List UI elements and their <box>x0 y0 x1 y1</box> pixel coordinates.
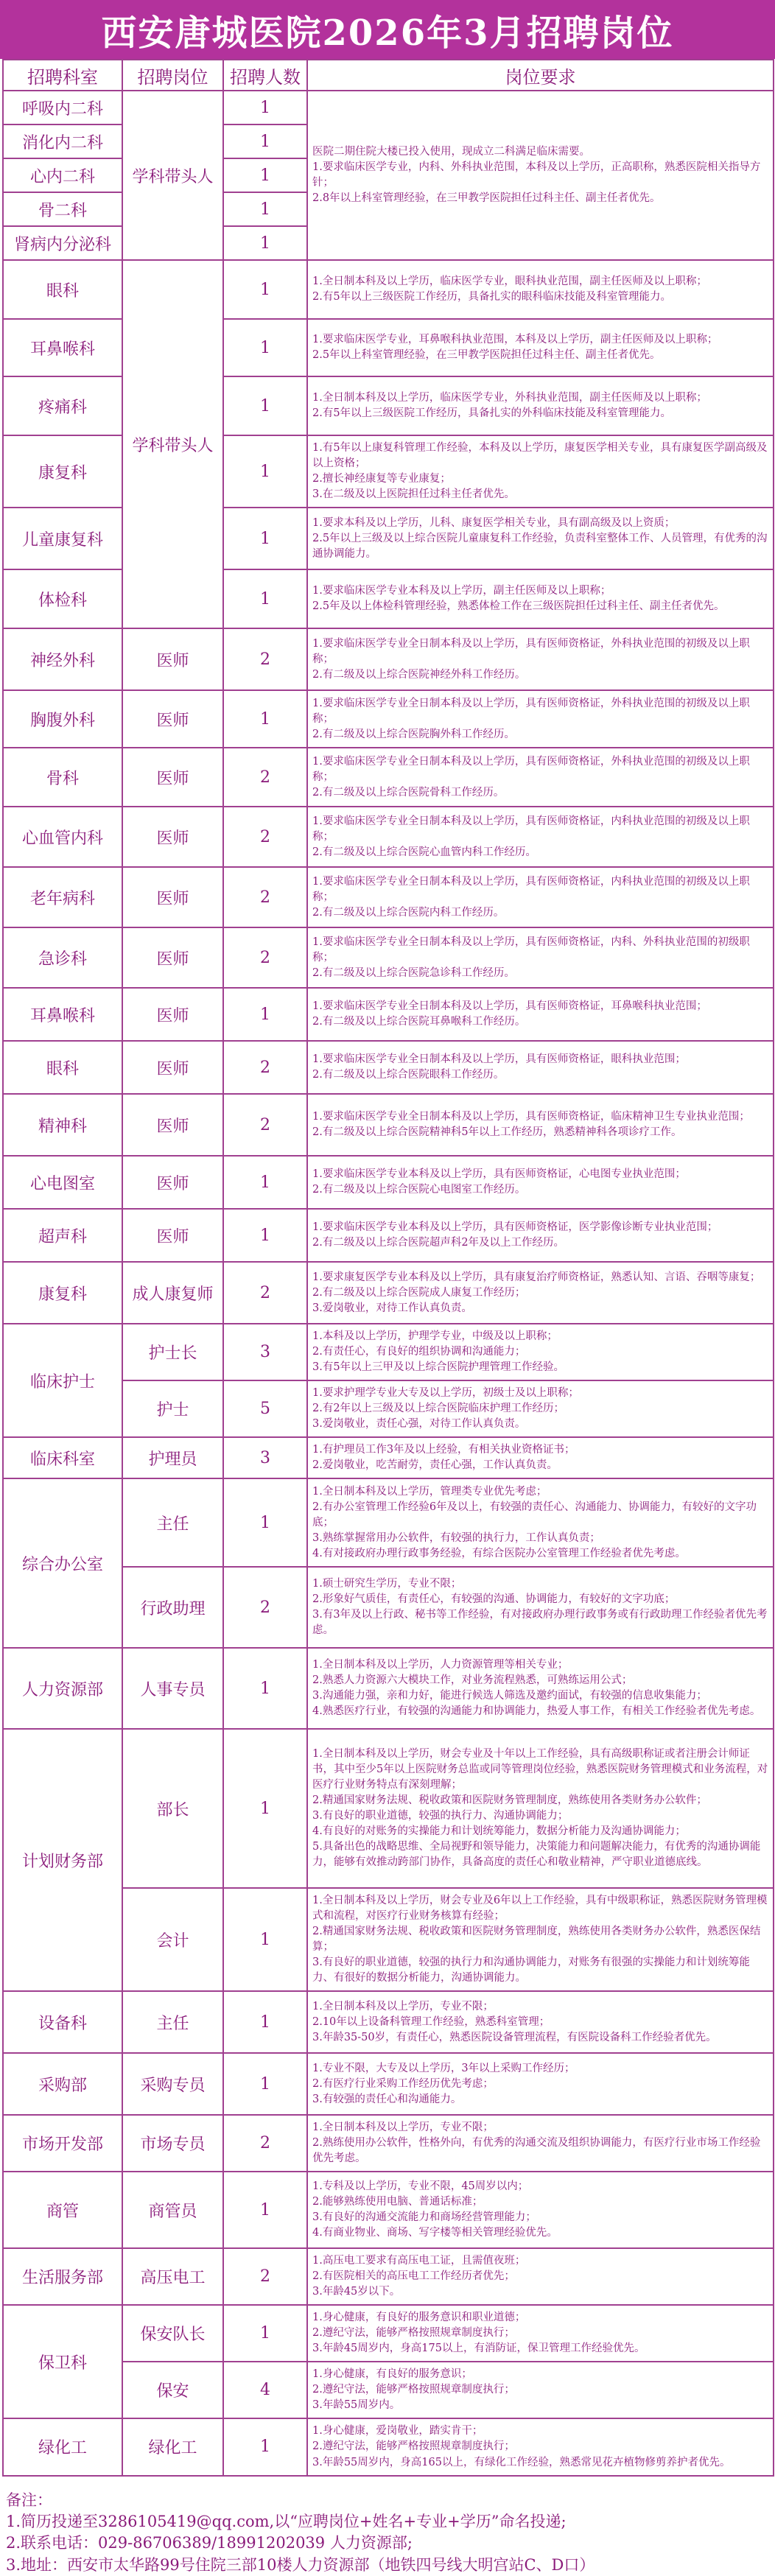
position-cell: 医师 <box>122 628 223 690</box>
table-row <box>3 1478 774 1567</box>
requirements-cell <box>307 1991 774 2053</box>
count-cell: 2 <box>223 867 307 927</box>
position-cell: 医师 <box>122 867 223 927</box>
table-row <box>3 2418 774 2475</box>
requirement-line: 2.有二级及以上综合医院内科工作经历。 <box>312 906 505 919</box>
position-cell: 护理员 <box>122 1437 223 1478</box>
requirements-cell <box>307 2305 774 2362</box>
note-item: 3.地址：西安市太华路99号住院三部10楼人力资源部（地铁四号线大明宫站C、D口） <box>6 2555 595 2574</box>
requirement-line: 1.全日制本科及以上学历，人力资源管理等相关专业； <box>312 1659 569 1671</box>
position-cell: 医师 <box>122 988 223 1041</box>
count-cell: 1 <box>223 2418 307 2475</box>
requirements-cell <box>307 508 774 569</box>
position-cell: 医师 <box>122 807 223 867</box>
table-row <box>3 690 774 748</box>
requirement-line: 2.遵纪守法，能够严格按照规章制度执行； <box>312 2327 515 2340</box>
requirement-line: 3.熟练掌握常用办公软件，有较强的执行力，工作认真负责； <box>312 1531 600 1544</box>
requirement-line: 1.全日制本科及以上学历，临床医学专业，眼科执业范围，副主任医师及以上职称； <box>312 275 707 287</box>
dept-cell: 肾病内分泌科 <box>3 226 122 260</box>
position-cell: 医师 <box>122 1094 223 1156</box>
requirement-line: 2.擅长神经康复等专业康复； <box>312 473 451 485</box>
requirement-line: 1.要求临床医学专业全日制本科及以上学历，具有医师资格证，耳鼻喉科执业范围； <box>312 1000 707 1013</box>
requirements-cell <box>307 1648 774 1729</box>
position-cell: 医师 <box>122 1156 223 1209</box>
table-row <box>3 2172 774 2248</box>
position-cell: 护士 <box>122 1380 223 1437</box>
requirements-cell <box>307 2418 774 2475</box>
header-count: 招聘人数 <box>223 60 307 91</box>
requirement-line: 3.年龄35-50岁，有责任心，熟悉医院设备管理流程，有医院设备科工作经验者优先。 <box>312 2031 717 2043</box>
count-cell: 1 <box>223 124 307 158</box>
requirement-line: 3.年龄55周岁内，身高165以上，有绿化工作经验，熟悉常见花卉植物修剪养护者优先。 <box>312 2456 731 2468</box>
requirement-line: 2.8年以上科室管理经验，在三甲教学医院担任过科主任、副主任者优先。 <box>312 192 661 205</box>
jobs-table <box>2 59 774 2477</box>
requirement-line: 1.高压电工要求有高压电工证，且需值夜班； <box>312 2255 526 2267</box>
count-cell: 2 <box>223 927 307 988</box>
position-cell: 行政助理 <box>122 1567 223 1648</box>
requirement-line: 1.有5年以上康复科管理工作经验，本科及以上学历，康复医学相关专业，具有康复医学副高级及以上资格； <box>312 442 768 470</box>
requirement-line: 2.有二级及以上综合医院成人康复工作经历； <box>312 1286 526 1299</box>
position-cell: 医师 <box>122 748 223 807</box>
table-row <box>3 1262 774 1324</box>
requirements-cell <box>307 1324 774 1380</box>
count-cell: 1 <box>223 1209 307 1262</box>
position-cell: 绿化工 <box>122 2418 223 2475</box>
requirements-cell <box>307 1729 774 1888</box>
requirement-line: 1.专科及以上学历，专业不限，45周岁以内； <box>312 2180 529 2193</box>
dept-cell: 康复科 <box>3 1262 122 1324</box>
requirement-line: 4.熟悉医疗行业，有较强的沟通能力和协调能力，热爱人事工作，有相关工作经验者优先考虑。 <box>312 1705 761 1718</box>
count-cell: 1 <box>223 226 307 260</box>
requirements-cell <box>307 1380 774 1437</box>
requirements-cell <box>307 2248 774 2305</box>
count-cell: 1 <box>223 2172 307 2248</box>
header-position: 招聘岗位 <box>122 60 223 91</box>
table-row <box>3 1156 774 1209</box>
requirements-cell <box>307 1156 774 1209</box>
table-row <box>3 1094 774 1156</box>
table-row <box>3 2305 774 2362</box>
position-cell: 部长 <box>122 1729 223 1888</box>
table-header-row <box>3 60 774 91</box>
requirement-line: 2.有二级及以上综合医院神经外科工作经历。 <box>312 668 526 681</box>
table-row <box>3 2053 774 2115</box>
requirement-line: 3.在二级及以上医院担任过科主任者优先。 <box>312 488 515 501</box>
requirement-line: 5.具备出色的战略思维、全局视野和领导能力，决策能力和问题解决能力，有优秀的沟通协调能力，能够有效推动跨部门协作，具备高度的责任心和敬业精神，严守职业道德底线。 <box>312 1841 761 1869</box>
requirement-line: 2.有二级及以上综合医院心血管内科工作经历。 <box>312 846 536 858</box>
table-row <box>3 260 774 319</box>
requirement-line: 4.有良好的对账务的实操能力和计划统筹能力，数据分析能力及沟通协调能力； <box>312 1825 686 1838</box>
count-cell: 1 <box>223 158 307 192</box>
table-row <box>3 628 774 690</box>
requirement-line: 1.要求临床医学专业全日制本科及以上学历，具有医师资格证，内科执业范围的初级及以上职称； <box>312 875 750 903</box>
table-row <box>3 2248 774 2305</box>
count-cell: 4 <box>223 2362 307 2418</box>
requirement-line: 1.全日制本科及以上学历，专业不限； <box>312 2121 494 2134</box>
count-cell: 2 <box>223 1041 307 1094</box>
count-cell: 1 <box>223 2053 307 2115</box>
requirement-line: 1.身心健康，有良好的服务意识和职业道德； <box>312 2312 526 2324</box>
requirement-line: 1.全日制本科及以上学历，专业不限； <box>312 2000 494 2012</box>
requirement-line: 2.有二级及以上综合医院急诊科工作经历。 <box>312 966 515 979</box>
requirement-line: 4.有商业物业、商场、写字楼等相关管理经验优先。 <box>312 2227 558 2239</box>
requirement-line: 1.专业不限，大专及以上学历，3年以上采购工作经历； <box>312 2062 575 2074</box>
requirement-line: 1.要求临床医学专业全日制本科及以上学历，具有医师资格证，临床精神卫生专业执业范围； <box>312 1111 750 1123</box>
requirement-line: 2.有二级及以上综合医院心电图室工作经历。 <box>312 1184 526 1196</box>
dept-cell: 临床科室 <box>3 1437 122 1478</box>
count-cell: 2 <box>223 2248 307 2305</box>
position-cell: 保安 <box>122 2362 223 2418</box>
dept-cell: 生活服务部 <box>3 2248 122 2305</box>
requirement-line: 2.有5年以上三级医院工作经历，具备扎实的眼科临床技能及科室管理能力。 <box>312 291 672 303</box>
requirements-cell <box>307 1567 774 1648</box>
requirements-cell <box>307 1888 774 1991</box>
requirement-line: 2.5年以上科室管理经验，在三甲教学医院担任过科主任、副主任者优先。 <box>312 349 661 361</box>
dept-cell: 神经外科 <box>3 628 122 690</box>
dept-cell: 设备科 <box>3 1991 122 2053</box>
dept-cell: 市场开发部 <box>3 2115 122 2172</box>
dept-cell: 绿化工 <box>3 2418 122 2475</box>
position-cell: 高压电工 <box>122 2248 223 2305</box>
requirement-line: 2.有2年以上三级及以上综合医院临床护理工作经历； <box>312 1403 565 1415</box>
table-row <box>3 1648 774 1729</box>
position-cell: 人事专员 <box>122 1648 223 1729</box>
count-cell: 1 <box>223 260 307 319</box>
dept-cell: 保卫科 <box>3 2305 122 2418</box>
requirement-line: 3.沟通能力强，亲和力好，能进行候选人筛选及邀约面试，有较强的信息收集能力； <box>312 1690 707 1702</box>
requirement-line: 3.年龄45周岁内，身高175以上，有消防证，保卫管理工作经验优先。 <box>312 2342 645 2355</box>
count-cell: 1 <box>223 569 307 628</box>
requirements-cell <box>307 1209 774 1262</box>
requirement-line: 1.要求临床医学专业本科及以上学历，具有医师资格证，医学影像诊断专业执业范围； <box>312 1221 718 1234</box>
position-cell: 医师 <box>122 1041 223 1094</box>
requirements-cell <box>307 807 774 867</box>
count-cell: 1 <box>223 1729 307 1888</box>
table-row <box>3 435 774 508</box>
requirements-cell <box>307 1094 774 1156</box>
requirements-cell <box>307 319 774 376</box>
count-cell: 1 <box>223 690 307 748</box>
requirement-line: 3.有5年以上三甲及以上综合医院护理管理工作经验。 <box>312 1361 565 1374</box>
count-cell: 2 <box>223 807 307 867</box>
notes <box>6 2490 775 2576</box>
table-row <box>3 927 774 988</box>
requirement-line: 4.有对接政府办理行政事务经验，有综合医院办公室管理工作经验者优先考虑。 <box>312 1547 686 1559</box>
requirement-line: 3.有良好的职业道德，较强的执行力和沟通协调能力，对账务有很强的实操能力和计划统筹能力、有很好的数据分析能力，沟通协调能力。 <box>312 1956 750 1984</box>
count-cell: 1 <box>223 1156 307 1209</box>
dept-cell: 人力资源部 <box>3 1648 122 1729</box>
requirements-cell <box>307 376 774 435</box>
page-title: 西安唐城医院2026年3月招聘岗位 <box>0 0 775 59</box>
requirement-line: 2.有办公室管理工作经验6年及以上，有较强的责任心、沟通能力、协调能力，有较好的文字功底； <box>312 1501 757 1529</box>
requirements-cell <box>307 748 774 807</box>
requirements-cell <box>307 2172 774 2248</box>
requirement-line: 医院二期住院大楼已投入使用，现成立二科满足临床需要。 <box>312 145 590 158</box>
dept-cell: 心血管内科 <box>3 807 122 867</box>
position-cell: 会计 <box>122 1888 223 1991</box>
dept-cell: 超声科 <box>3 1209 122 1262</box>
count-cell: 1 <box>223 91 307 124</box>
jobs-table-body <box>3 91 774 2476</box>
dept-cell: 耳鼻喉科 <box>3 319 122 376</box>
requirements-cell <box>307 1478 774 1567</box>
dept-cell: 精神科 <box>3 1094 122 1156</box>
requirement-line: 2.精通国家财务法规、税收政策和医院财务管理制度，熟练使用各类财务办公软件； <box>312 1794 707 1807</box>
requirements-cell <box>307 867 774 927</box>
dept-cell: 采购部 <box>3 2053 122 2115</box>
requirement-line: 1.本科及以上学历，护理学专业，中级及以上职称； <box>312 1330 558 1343</box>
requirement-line: 3.爱岗敬业，对待工作认真负责。 <box>312 1302 472 1314</box>
requirement-line: 2.有二级及以上综合医院耳鼻喉科工作经历。 <box>312 1016 526 1028</box>
note-item: 2.联系电话：029-86706389/18991202039 人力资源部; <box>6 2534 413 2552</box>
requirement-line: 2.有医疗行业采购工作经历优先考虑； <box>312 2077 494 2090</box>
requirement-line: 1.要求临床医学专业本科及以上学历，副主任医师及以上职称； <box>312 585 611 597</box>
table-row <box>3 988 774 1041</box>
requirement-line: 2.形象好气质佳，有责任心，有较强的沟通、协调能力，有较好的文字功底； <box>312 1593 676 1606</box>
dept-cell: 疼痛科 <box>3 376 122 435</box>
position-cell: 成人康复师 <box>122 1262 223 1324</box>
table-row <box>3 508 774 569</box>
count-cell: 1 <box>223 1648 307 1729</box>
requirement-line: 1.要求临床医学专业全日制本科及以上学历，具有医师资格证，眼科执业范围； <box>312 1053 686 1066</box>
table-row <box>3 1209 774 1262</box>
position-cell: 护士长 <box>122 1324 223 1380</box>
requirement-line: 2.有二级及以上综合医院骨科工作经历。 <box>312 786 505 799</box>
count-cell: 1 <box>223 1991 307 2053</box>
dept-cell: 心电图室 <box>3 1156 122 1209</box>
requirements-cell <box>307 1041 774 1094</box>
table-row <box>3 91 774 124</box>
requirement-line: 2.熟悉人力资源六大模块工作，对业务流程熟悉，可熟练运用公式； <box>312 1674 633 1687</box>
requirement-line: 2.有责任心，有良好的组织协调和沟通能力； <box>312 1346 526 1358</box>
requirements-cell <box>307 988 774 1041</box>
requirements-cell <box>307 2115 774 2172</box>
notes-label: 备注： <box>6 2491 52 2509</box>
requirements-cell <box>307 2362 774 2418</box>
position-cell: 市场专员 <box>122 2115 223 2172</box>
requirements-cell <box>307 1437 774 1478</box>
header-requirements: 岗位要求 <box>307 60 774 91</box>
dept-cell: 眼科 <box>3 1041 122 1094</box>
position-cell: 主任 <box>122 1478 223 1567</box>
position-cell: 采购专员 <box>122 2053 223 2115</box>
dept-cell: 急诊科 <box>3 927 122 988</box>
position-cell: 学科带头人 <box>122 260 223 628</box>
dept-cell: 胸腹外科 <box>3 690 122 748</box>
requirements-cell <box>307 927 774 988</box>
requirement-line: 1.有护理员工作3年及以上经验，有相关执业资格证书； <box>312 1444 575 1456</box>
count-cell: 1 <box>223 319 307 376</box>
requirements-cell <box>307 91 774 260</box>
requirement-line: 1.要求康复医学专业本科及以上学历，具有康复治疗师资格证，熟悉认知、言语、吞咽等康复； <box>312 1271 761 1283</box>
count-cell: 1 <box>223 376 307 435</box>
requirement-line: 1.要求临床医学专业全日制本科及以上学历，具有医师资格证，外科执业范围的初级及以上职称； <box>312 755 750 783</box>
count-cell: 2 <box>223 748 307 807</box>
dept-cell: 眼科 <box>3 260 122 319</box>
dept-cell: 临床护士 <box>3 1324 122 1437</box>
position-cell: 学科带头人 <box>122 91 223 260</box>
requirement-line: 1.硕士研究生学历，专业不限； <box>312 1578 462 1590</box>
position-cell: 医师 <box>122 690 223 748</box>
requirement-line: 3.有3年及以上行政、秘书等工作经验，有对接政府办理行政事务或有行政助理工作经验者优先考虑。 <box>312 1609 768 1637</box>
table-row <box>3 1324 774 1380</box>
requirement-line: 2.有二级及以上综合医院眼科工作经历。 <box>312 1069 505 1081</box>
requirement-line: 1.全日制本科及以上学历，临床医学专业，外科执业范围，副主任医师及以上职称； <box>312 391 707 404</box>
requirement-line: 1.要求护理学专业大专及以上学历，初级士及以上职称； <box>312 1387 579 1400</box>
requirement-line: 1.身心健康，爱岗敬业，踏实肯干； <box>312 2425 483 2438</box>
requirement-line: 2.有5年以上三级医院工作经历，具备扎实的外科临床技能及科室管理能力。 <box>312 407 672 419</box>
requirement-line: 3.年龄45岁以下。 <box>312 2286 401 2298</box>
requirement-line: 3.爱岗敬业，责任心强，对待工作认真负责。 <box>312 1418 526 1431</box>
table-row <box>3 1991 774 2053</box>
requirement-line: 1.要求本科及以上学历，儿科、康复医学相关专业，具有副高级及以上资质； <box>312 516 676 529</box>
requirement-line: 1.要求临床医学专业本科及以上学历，具有医师资格证，心电图专业执业范围； <box>312 1168 686 1181</box>
note-item: 1.简历投递至3286105419@qq.com,以“应聘岗位+姓名+专业+学历”命名投递; <box>6 2512 567 2530</box>
table-row <box>3 569 774 628</box>
requirement-line: 2.精通国家财务法规、税收政策和医院财务管理制度，熟练使用各类财务办公软件，熟悉医保结算； <box>312 1926 761 1954</box>
requirement-line: 2.熟练使用办公软件，性格外向，有优秀的沟通交流及组织协调能力，有医疗行业市场工作经验优先考虑。 <box>312 2137 761 2165</box>
dept-cell: 呼吸内二科 <box>3 91 122 124</box>
count-cell: 2 <box>223 1567 307 1648</box>
dept-cell: 体检科 <box>3 569 122 628</box>
requirement-line: 3.有良好的沟通交流能力和商场经营管理能力； <box>312 2211 536 2224</box>
requirement-line: 2.能够熟练使用电脑、普通话标准； <box>312 2196 483 2208</box>
requirement-line: 2.5年及以上体检科管理经验，熟悉体检工作在三级医院担任过科主任、副主任者优先。 <box>312 600 725 613</box>
count-cell: 3 <box>223 1437 307 1478</box>
table-row <box>3 1729 774 1888</box>
position-cell: 医师 <box>122 927 223 988</box>
requirements-cell <box>307 260 774 319</box>
position-cell: 商管员 <box>122 2172 223 2248</box>
dept-cell: 康复科 <box>3 435 122 508</box>
requirement-line: 2.有医院相关的高压电工工作经历者优先； <box>312 2270 515 2283</box>
count-cell: 5 <box>223 1380 307 1437</box>
table-row <box>3 807 774 867</box>
dept-cell: 综合办公室 <box>3 1478 122 1648</box>
requirement-line: 3.年龄55周岁内。 <box>312 2399 401 2412</box>
requirements-cell <box>307 435 774 508</box>
count-cell: 2 <box>223 628 307 690</box>
requirement-line: 1.要求临床医学专业全日制本科及以上学历，具有医师资格证，外科执业范围的初级及以上职称； <box>312 697 750 725</box>
requirement-line: 1.要求临床医学专业，内科、外科执业范围，本科及以上学历，正高职称，熟悉医院相关指导方针； <box>312 161 761 189</box>
header-dept: 招聘科室 <box>3 60 122 91</box>
requirement-line: 1.全日制本科及以上学历，财会专业及6年以上工作经验，具有中级职称证，熟悉医院财务管理模式和流程，对医疗行业财务核算有经验； <box>312 1895 768 1923</box>
count-cell: 1 <box>223 1888 307 1991</box>
requirement-line: 3.有较强的责任心和沟通能力。 <box>312 2093 462 2105</box>
table-row <box>3 319 774 376</box>
requirements-cell <box>307 1262 774 1324</box>
table-row <box>3 867 774 927</box>
requirement-line: 2.10年以上设备科管理工作经验，熟悉科室管理； <box>312 2015 550 2028</box>
requirement-line: 3.有良好的职业道德，较强的执行力、沟通协调能力； <box>312 1810 569 1822</box>
requirement-line: 1.身心健康，有良好的服务意识； <box>312 2368 472 2381</box>
requirement-line: 1.全日制本科及以上学历，财会专业及十年以上工作经验，具有高级职称证或者注册会计师证书，其中至少5年以上医院财务总监或同等管理岗位经验，熟悉医院财务管理模式和业务流程，对医疗行业财务特点有深刻理解； <box>312 1748 768 1791</box>
count-cell: 1 <box>223 2305 307 2362</box>
requirement-line: 2.有二级及以上综合医院胸外科工作经历。 <box>312 728 515 740</box>
table-row <box>3 2115 774 2172</box>
count-cell: 1 <box>223 192 307 226</box>
requirements-cell <box>307 690 774 748</box>
requirement-line: 1.全日制本科及以上学历，管理类专业优先考虑； <box>312 1485 547 1498</box>
dept-cell: 儿童康复科 <box>3 508 122 569</box>
requirements-cell <box>307 628 774 690</box>
position-cell: 医师 <box>122 1209 223 1262</box>
dept-cell: 骨二科 <box>3 192 122 226</box>
requirement-line: 2.5年以上三级及以上综合医院儿童康复科工作经验，负责科室整体工作、人员管理，有优秀的沟通协调能力。 <box>312 532 768 560</box>
dept-cell: 老年病科 <box>3 867 122 927</box>
dept-cell: 耳鼻喉科 <box>3 988 122 1041</box>
requirement-line: 1.要求临床医学专业全日制本科及以上学历，具有医师资格证，外科执业范围的初级及以上职称； <box>312 637 750 665</box>
table-row <box>3 376 774 435</box>
position-cell: 主任 <box>122 1991 223 2053</box>
requirement-line: 2.爱岗敬业，吃苦耐劳，责任心强，工作认真负责。 <box>312 1459 558 1472</box>
requirement-line: 2.遵纪守法，能够严格按照规章制度执行； <box>312 2384 515 2396</box>
dept-cell: 消化内二科 <box>3 124 122 158</box>
requirement-line: 1.要求临床医学专业，耳鼻喉科执业范围，本科及以上学历，副主任医师及以上职称； <box>312 333 718 345</box>
dept-cell: 商管 <box>3 2172 122 2248</box>
requirements-cell <box>307 2053 774 2115</box>
table-row <box>3 1041 774 1094</box>
dept-cell: 心内二科 <box>3 158 122 192</box>
requirement-line: 1.要求临床医学专业全日制本科及以上学历，具有医师资格证，内科、外科执业范围的初级职称； <box>312 936 750 964</box>
count-cell: 1 <box>223 508 307 569</box>
count-cell: 1 <box>223 988 307 1041</box>
requirement-line: 2.有二级及以上综合医院超声科2年及以上工作经历。 <box>312 1237 565 1249</box>
table-row <box>3 748 774 807</box>
count-cell: 2 <box>223 2115 307 2172</box>
requirement-line: 2.遵纪守法，能够严格按照规章制度执行； <box>312 2440 515 2453</box>
requirements-cell <box>307 569 774 628</box>
dept-cell: 计划财务部 <box>3 1729 122 1991</box>
count-cell: 3 <box>223 1324 307 1380</box>
count-cell: 2 <box>223 1094 307 1156</box>
dept-cell: 骨科 <box>3 748 122 807</box>
count-cell: 1 <box>223 435 307 508</box>
table-row <box>3 1437 774 1478</box>
count-cell: 2 <box>223 1262 307 1324</box>
count-cell: 1 <box>223 1478 307 1567</box>
position-cell: 保安队长 <box>122 2305 223 2362</box>
requirement-line: 2.有二级及以上综合医院精神科5年以上工作经历，熟悉精神科各项诊疗工作。 <box>312 1126 682 1139</box>
requirement-line: 1.要求临床医学专业全日制本科及以上学历，具有医师资格证，内科执业范围的初级及以上职称； <box>312 815 750 843</box>
